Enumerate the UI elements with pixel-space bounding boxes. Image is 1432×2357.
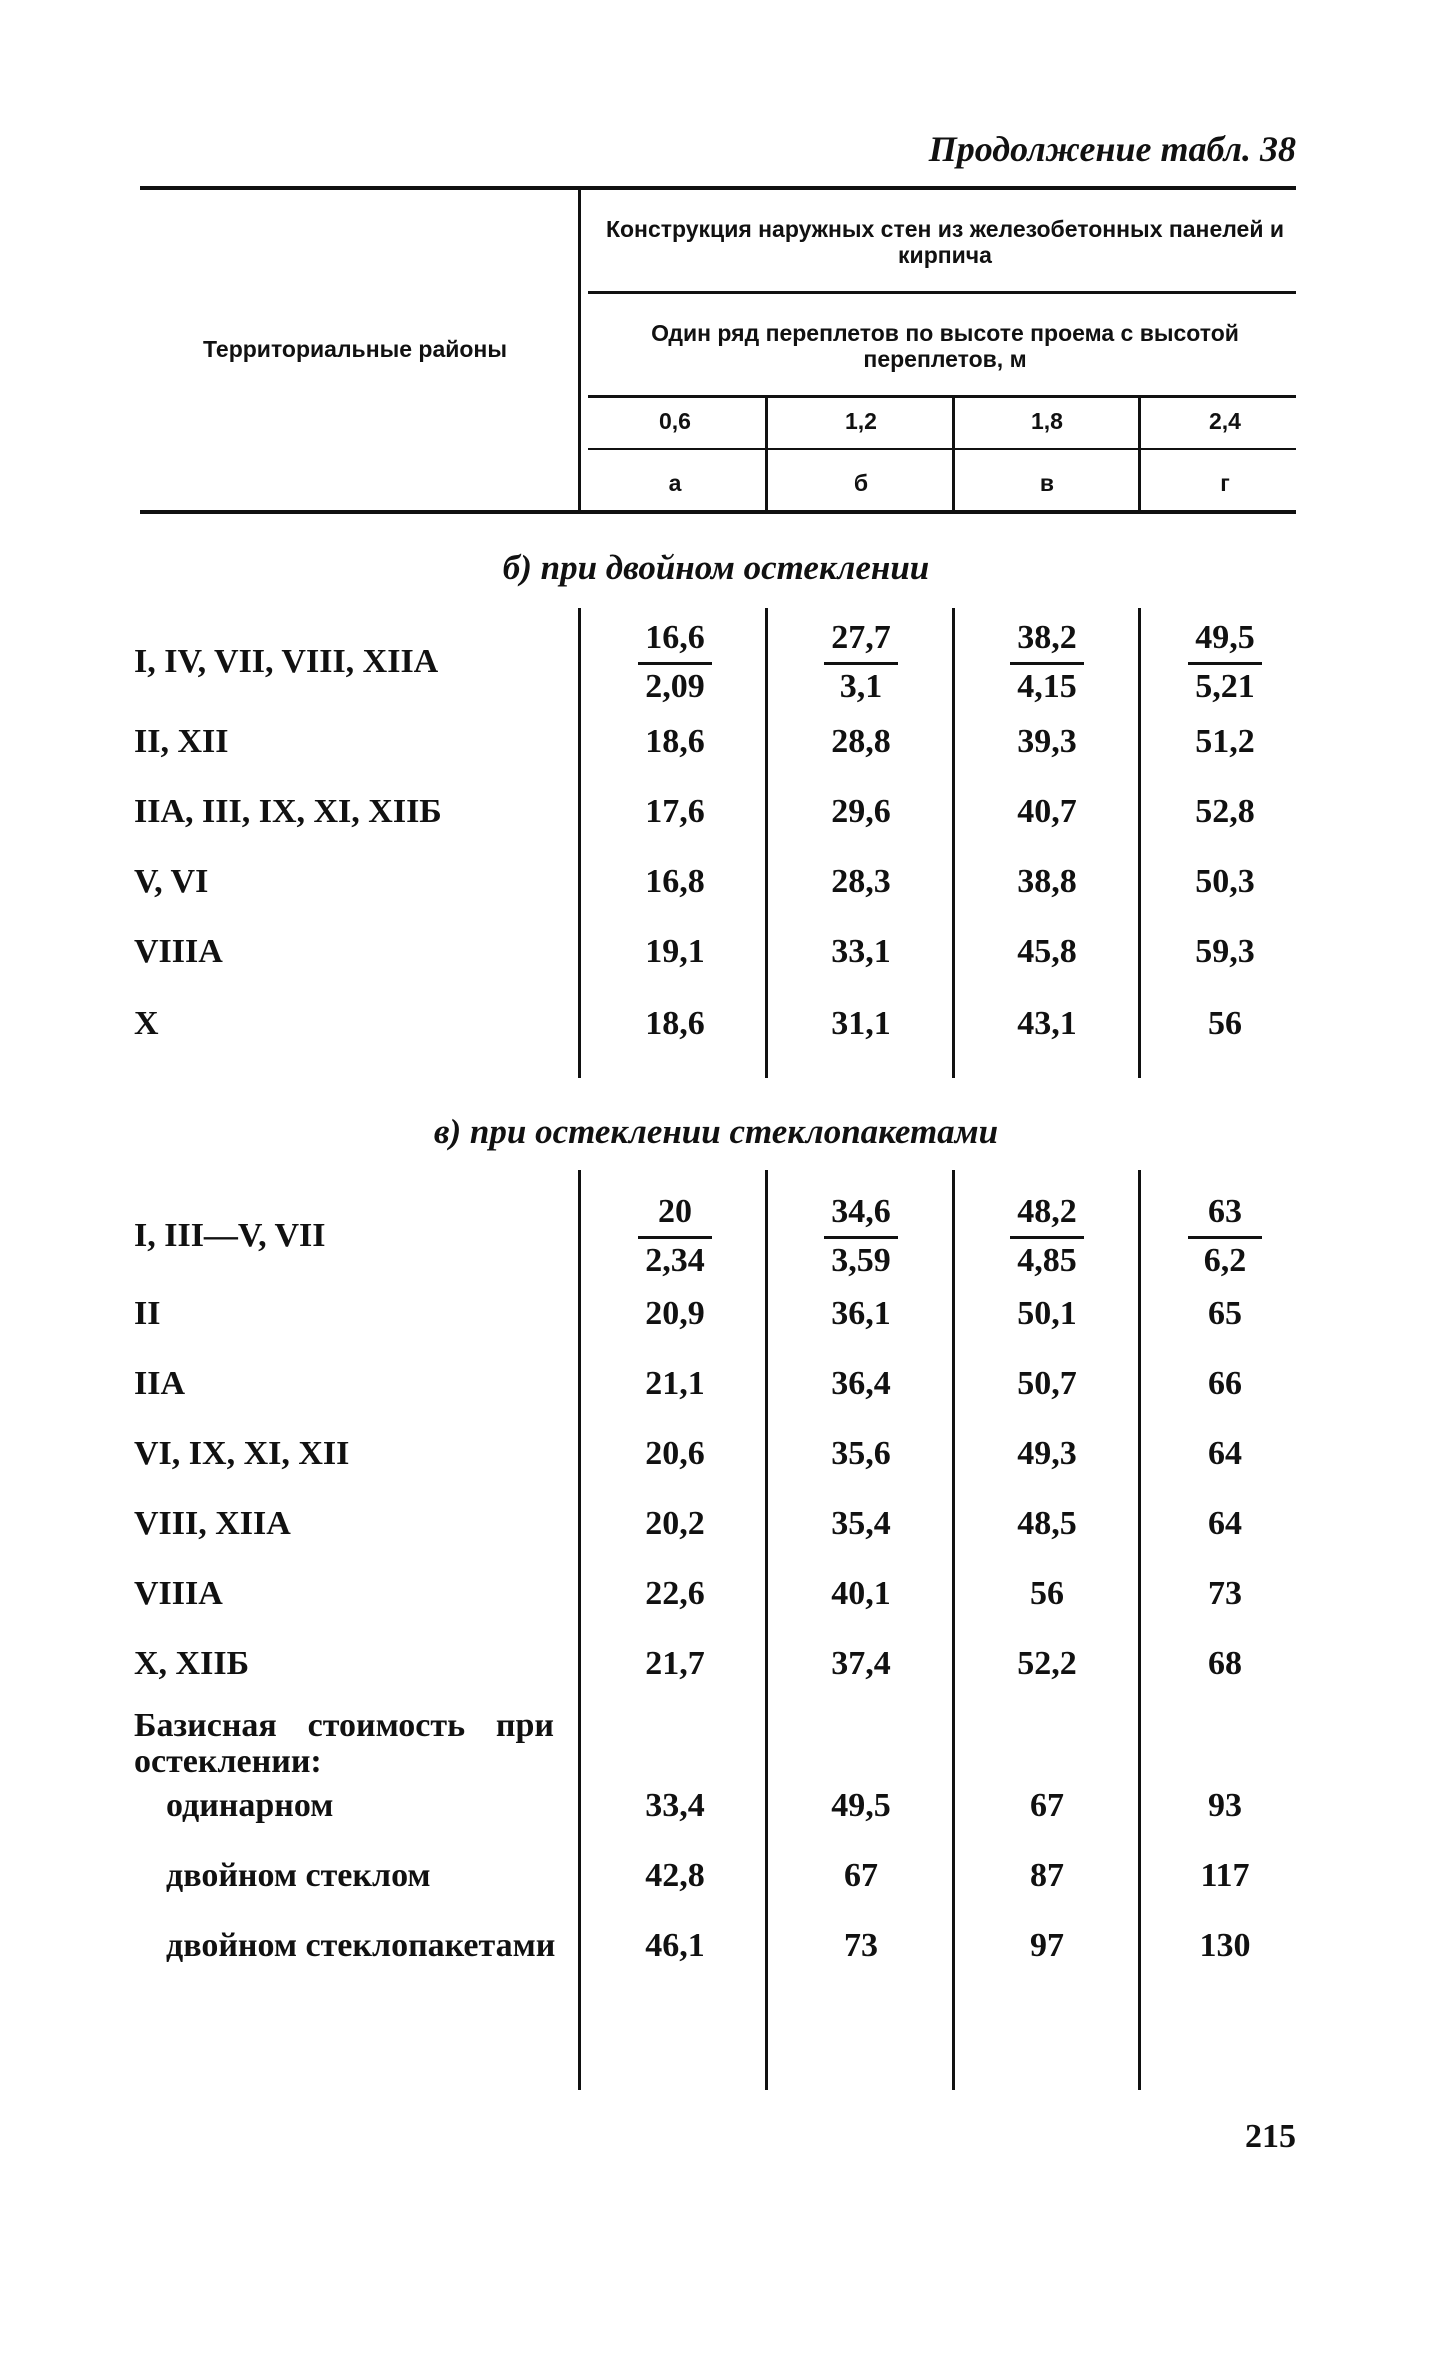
- table-cell: 40,1: [831, 1575, 891, 1612]
- header-bottom-rule: [140, 510, 1296, 514]
- header-height-g: 2,4: [1209, 408, 1241, 434]
- table-cell: 68: [1208, 1645, 1242, 1682]
- table-row-label: II, XII: [134, 723, 229, 760]
- table-cell: 73: [844, 1927, 878, 1964]
- table-cell: 50,7: [1017, 1365, 1077, 1402]
- table-row-label: VIII, XIIА: [134, 1505, 291, 1542]
- fraction-numerator: 63: [1188, 1190, 1262, 1239]
- table-cell: 73: [1208, 1575, 1242, 1612]
- table-cell: 67: [844, 1857, 878, 1894]
- section-v-row-label: I, III—V, VII: [134, 1217, 326, 1254]
- fraction-numerator: 49,5: [1188, 616, 1262, 665]
- table-row-label: VI, IX, XI, XII: [134, 1435, 350, 1472]
- section-v-divider-1: [765, 1170, 768, 2090]
- fraction-numerator: 34,6: [824, 1190, 898, 1239]
- table-cell: 59,3: [1195, 933, 1255, 970]
- section-b-title: б) при двойном остеклении: [502, 548, 930, 587]
- table-row-label: IIА, III, IX, XI, XIIБ: [134, 793, 442, 830]
- table-cell: 20,2: [645, 1505, 705, 1542]
- table-cell: 20,9: [645, 1295, 705, 1332]
- section-b-divider-1: [765, 608, 768, 1078]
- section-v-divider-2: [952, 1170, 955, 2090]
- section-v-fraction: [600, 1190, 750, 1283]
- fraction-denominator: 4,15: [1017, 668, 1077, 705]
- fraction-numerator: 16,6: [638, 616, 712, 665]
- table-cell: 17,6: [645, 793, 705, 830]
- table-cell: 36,4: [831, 1365, 891, 1402]
- table-cell: 39,3: [1017, 723, 1077, 760]
- table-cell: 20,6: [645, 1435, 705, 1472]
- section-b-row-label: I, IV, VII, VIII, XIIА: [134, 643, 439, 680]
- table-cell: 43,1: [1017, 1005, 1077, 1042]
- section-b-fraction: [972, 616, 1122, 709]
- table-cell: 21,7: [645, 1645, 705, 1682]
- fraction-denominator: 2,34: [645, 1242, 705, 1279]
- table-cell: 35,6: [831, 1435, 891, 1472]
- table-cell: 67: [1030, 1787, 1064, 1824]
- header-rule-2: [588, 395, 1296, 398]
- table-cell: 28,8: [831, 723, 891, 760]
- header-divider-col2: [952, 398, 955, 510]
- table-cell: 46,1: [645, 1927, 705, 1964]
- table-cell: 87: [1030, 1857, 1064, 1894]
- section-v-fraction: [1150, 1190, 1300, 1283]
- table-cell: 16,8: [645, 863, 705, 900]
- table-cell: 29,6: [831, 793, 891, 830]
- table-cell: 50,3: [1195, 863, 1255, 900]
- header-rule-1: [588, 291, 1296, 294]
- table-cell: 93: [1208, 1787, 1242, 1824]
- table-row-label: IIА: [134, 1365, 186, 1402]
- table-cell: 97: [1030, 1927, 1064, 1964]
- table-cell: 38,8: [1017, 863, 1077, 900]
- table-cell: 130: [1199, 1927, 1251, 1964]
- table-row-label: VIIIА: [134, 1575, 223, 1612]
- section-v-fraction: [972, 1190, 1122, 1283]
- fraction-denominator: 3,1: [839, 668, 883, 705]
- table-cell: 51,2: [1195, 723, 1255, 760]
- table-cell: 49,3: [1017, 1435, 1077, 1472]
- table-cell: 66: [1208, 1365, 1242, 1402]
- header-letter-v: в: [1039, 470, 1055, 496]
- table-row-label: II: [134, 1295, 161, 1332]
- base-cost-label: Базисная стоимость при остеклении:: [134, 1707, 554, 1780]
- table-cell: 36,1: [831, 1295, 891, 1332]
- table-cell: 18,6: [645, 1005, 705, 1042]
- table-row-label: X, XIIБ: [134, 1645, 250, 1682]
- table-cell: 33,4: [645, 1787, 705, 1824]
- section-b-divider-0: [578, 608, 581, 1078]
- table-row-label: двойном стеклом: [166, 1857, 431, 1894]
- table-cell: 52,2: [1017, 1645, 1077, 1682]
- fraction-numerator: 27,7: [824, 616, 898, 665]
- header-height-a: 0,6: [659, 408, 691, 434]
- section-b-fraction: [786, 616, 936, 709]
- fraction-denominator: 2,09: [645, 668, 705, 705]
- table-cell: 22,6: [645, 1575, 705, 1612]
- table-cell: 65: [1208, 1295, 1242, 1332]
- header-rule-3: [588, 448, 1296, 450]
- table-cell: 56: [1208, 1005, 1242, 1042]
- page-number: 215: [1245, 2118, 1296, 2155]
- section-v-fraction: [786, 1190, 936, 1283]
- section-b-fraction: [600, 616, 750, 709]
- header-construction: Конструкция наружных стен из железобетонных панелей и кирпича: [605, 216, 1285, 268]
- section-v-title: в) при остеклении стеклопакетами: [433, 1112, 999, 1151]
- table-top-rule: [140, 186, 1296, 190]
- table-cell: 117: [1200, 1857, 1250, 1894]
- header-divider-main: [578, 190, 581, 510]
- table-cell: 35,4: [831, 1505, 891, 1542]
- table-cell: 45,8: [1017, 933, 1077, 970]
- table-cell: 31,1: [831, 1005, 891, 1042]
- fraction-numerator: 38,2: [1010, 616, 1084, 665]
- table-cell: 64: [1208, 1435, 1242, 1472]
- fraction-denominator: 5,21: [1195, 668, 1255, 705]
- table-cell: 50,1: [1017, 1295, 1077, 1332]
- table-cell: 52,8: [1195, 793, 1255, 830]
- section-v-divider-3: [1138, 1170, 1141, 2090]
- table-row-label: одинарном: [166, 1787, 334, 1824]
- fraction-denominator: 4,85: [1017, 1242, 1077, 1279]
- header-divider-col3: [1138, 398, 1141, 510]
- table-row-label: VIIIА: [134, 933, 223, 970]
- table-cell: 49,5: [831, 1787, 891, 1824]
- table-cell: 33,1: [831, 933, 891, 970]
- table-cell: 48,5: [1017, 1505, 1077, 1542]
- header-letter-g: г: [1220, 470, 1230, 496]
- header-height-b: 1,2: [845, 408, 877, 434]
- table-cell: 40,7: [1017, 793, 1077, 830]
- fraction-numerator: 48,2: [1010, 1190, 1084, 1239]
- table-cell: 19,1: [645, 933, 705, 970]
- table-row-label: X: [134, 1005, 159, 1042]
- header-letter-a: а: [668, 470, 682, 496]
- table-row-label: V, VI: [134, 863, 209, 900]
- table-cell: 42,8: [645, 1857, 705, 1894]
- table-row-label: двойном стеклопакетами: [166, 1927, 556, 1964]
- table-cell: 21,1: [645, 1365, 705, 1402]
- header-row-label: Территориальные районы: [203, 336, 507, 362]
- table-cell: 37,4: [831, 1645, 891, 1682]
- section-v-divider-0: [578, 1170, 581, 2090]
- section-b-divider-2: [952, 608, 955, 1078]
- fraction-numerator: 20: [638, 1190, 712, 1239]
- table-cell: 64: [1208, 1505, 1242, 1542]
- continuation-caption: Продолжение табл. 38: [928, 129, 1296, 169]
- header-sash: Один ряд переплетов по высоте проема с высотой переплетов, м: [651, 320, 1239, 372]
- table-cell: 18,6: [645, 723, 705, 760]
- section-b-divider-3: [1138, 608, 1141, 1078]
- fraction-denominator: 6,2: [1203, 1242, 1247, 1279]
- section-b-fraction: [1150, 616, 1300, 709]
- header-divider-col1: [765, 398, 768, 510]
- table-cell: 56: [1030, 1575, 1064, 1612]
- header-letter-b: б: [853, 470, 869, 496]
- header-height-v: 1,8: [1031, 408, 1063, 434]
- fraction-denominator: 3,59: [831, 1242, 891, 1279]
- table-cell: 28,3: [831, 863, 891, 900]
